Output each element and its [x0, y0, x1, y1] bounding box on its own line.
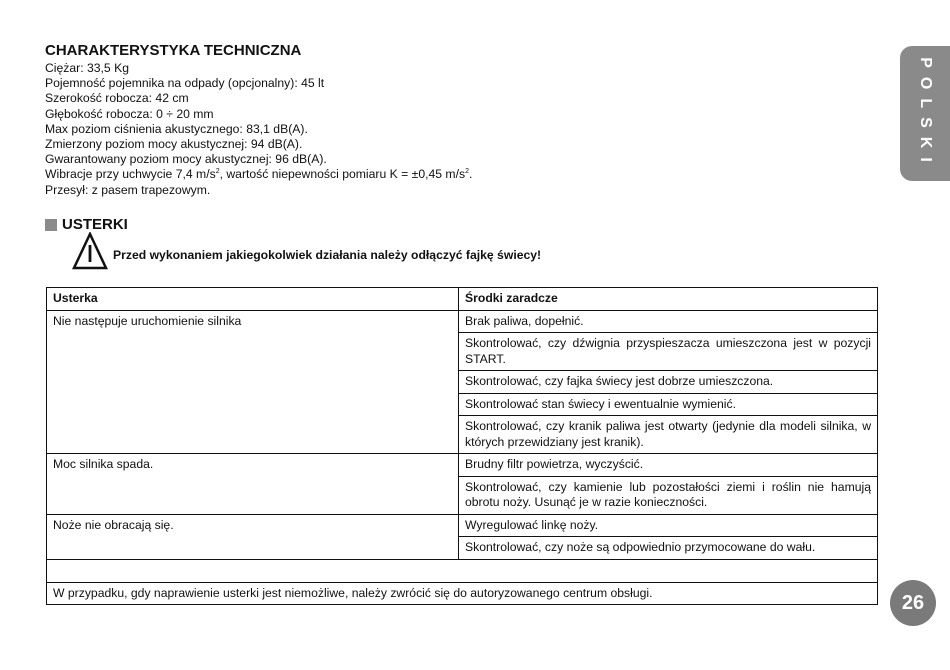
specs-title: CHARAKTERYSTYKA TECHNICZNA	[45, 42, 302, 59]
table-row	[47, 454, 878, 477]
fault-cell: Noże nie obracają się.	[47, 514, 459, 559]
spec-line: Przesył: z pasem trapezowym.	[45, 182, 211, 197]
table-row	[47, 514, 878, 537]
spec-line: Ciężar: 33,5 Kg	[45, 61, 130, 75]
remedy-cell: Wyregulować linkę noży.	[459, 514, 878, 537]
language-tab	[900, 46, 950, 181]
language-tab-label: POLSKI	[917, 56, 934, 171]
spec-line: Zmierzony poziom mocy akustycznej: 94 dB(A).	[45, 137, 303, 152]
remedy-cell: Skontrolować, czy kamienie lub pozostałości ziemi i roślin nie hamują obrotu noży. Usunąć je w razie konieczności.	[459, 476, 878, 514]
footer-note: W przypadku, gdy naprawienie usterki jest niemożliwe, należy zwrócić się do autoryzowanego centrum obsługi.	[47, 582, 878, 605]
header-remedy: Środki zaradcze	[459, 288, 878, 311]
page-number: 26	[890, 580, 936, 626]
header-fault: Usterka	[47, 288, 459, 311]
spec-line: Max poziom ciśnienia akustycznego: 83,1 dB(A).	[45, 121, 308, 136]
remedy-cell: Brak paliwa, dopełnić.	[459, 310, 878, 333]
warning-notice	[72, 232, 541, 270]
technical-specs	[45, 42, 845, 198]
gray-square-bullet-icon	[45, 219, 57, 231]
table-footer-row	[47, 582, 878, 605]
faults-heading	[45, 216, 128, 233]
remedy-cell: Skontrolować, czy dźwignia przyspieszacza umieszczona jest w pozycji START.	[459, 333, 878, 371]
remedy-cell: Skontrolować stan świecy i ewentualnie wymienić.	[459, 393, 878, 416]
remedy-cell: Skontrolować, czy fajka świecy jest dobrze umieszczona.	[459, 371, 878, 394]
warning-triangle-icon	[72, 232, 108, 270]
remedy-cell: Skontrolować, czy noże są odpowiednio przymocowane do wału.	[459, 537, 878, 560]
warning-text: Przed wykonaniem jakiegokolwiek działania należy odłączyć fajkę świecy!	[113, 248, 542, 262]
table-header-row	[47, 288, 878, 311]
faults-table	[46, 287, 878, 605]
table-empty-row	[47, 559, 878, 582]
spec-line: Gwarantowany poziom mocy akustycznej: 96 dB(A).	[45, 152, 327, 167]
spec-line: Pojemność pojemnika na odpady (opcjonalny): 45 lt	[45, 76, 325, 91]
empty-cell	[47, 559, 878, 582]
spec-line: Głębokość robocza: 0 ÷ 20 mm	[45, 106, 214, 121]
faults-title: USTERKI	[62, 216, 128, 233]
remedy-cell: Brudny filtr powietrza, wyczyścić.	[459, 454, 878, 477]
table-row	[47, 310, 878, 333]
remedy-cell: Skontrolować, czy kranik paliwa jest otwarty (jedynie dla modeli silnika, w których przewidziany jest kranik).	[459, 416, 878, 454]
spec-line: Szerokość robocza: 42 cm	[45, 91, 189, 106]
fault-cell: Nie następuje uruchomienie silnika	[47, 310, 459, 454]
spec-line-vibration: Wibracje przy uchwycie 7,4 $m/s^2$, wartość niepewności pomiaru K = ±0,45 $m/s^2$.	[45, 167, 473, 182]
fault-cell: Moc silnika spada.	[47, 454, 459, 515]
